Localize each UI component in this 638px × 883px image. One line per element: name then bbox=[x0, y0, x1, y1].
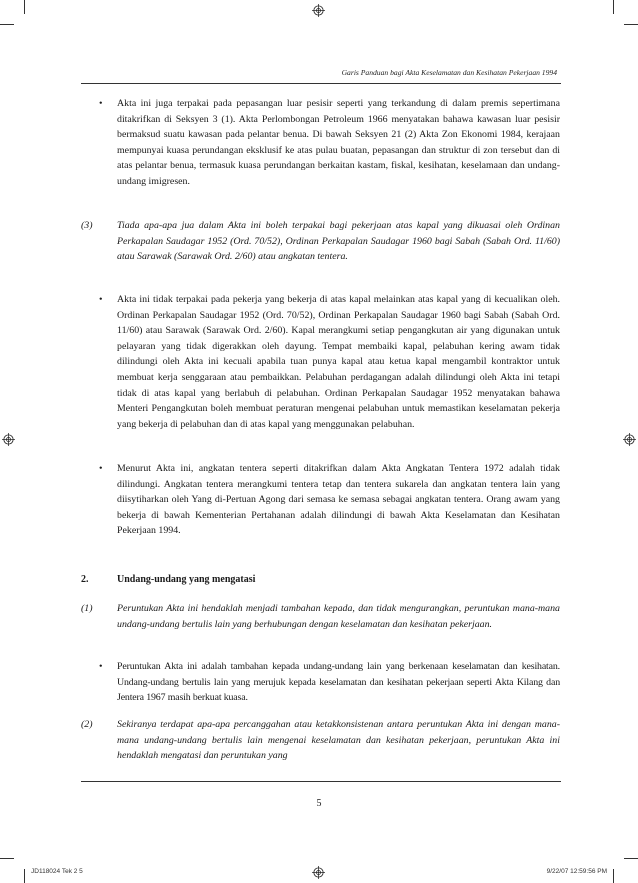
list-item bbox=[99, 461, 560, 539]
clause-number: (3) bbox=[81, 220, 93, 231]
bullet-icon: • bbox=[99, 463, 103, 474]
list-item bbox=[99, 292, 560, 432]
print-slug: JD118024 Tek 2 5 bbox=[31, 868, 83, 875]
clause-number: (2) bbox=[81, 719, 93, 730]
footer-rule bbox=[81, 781, 561, 782]
clause-2-1 bbox=[81, 601, 560, 632]
running-header: Garis Panduan bagi Akta Keselamatan dan Kesihatan Pekerjaan 1994 bbox=[341, 68, 557, 77]
crop-mark bbox=[24, 869, 25, 883]
bullet-icon: • bbox=[99, 661, 103, 672]
section-heading bbox=[81, 574, 255, 585]
crop-mark bbox=[0, 24, 14, 25]
list-item bbox=[99, 96, 560, 190]
section-title: Undang-undang yang mengatasi bbox=[117, 574, 256, 585]
registration-mark-icon bbox=[2, 433, 15, 446]
bullet-icon: • bbox=[99, 294, 103, 305]
crop-mark bbox=[0, 858, 14, 859]
registration-mark-icon bbox=[312, 4, 325, 17]
registration-mark-icon bbox=[312, 866, 325, 879]
crop-mark bbox=[613, 869, 614, 883]
bullet-text: Akta ini tidak terpakai pada pekerja yang bekerja di atas kapal melainkan atas kapal yang di kecualikan oleh. Ordinan Perkapalan Saudagar 1952 (Ord. 70/52), Ordinan Perkapalan Saudagar 1960 bagi Sabah (Sabah Ord. 11/60) atau Sarawak (Sarawak Ord. 2/60). Kapal merangkumi setiap pengangkutan air yang digunakan untuk pelayaran yang tidak digerakkan oleh dayung. Tempat membaiki kapal, pelabuhan kering awam tidak dilindungi oleh Akta ini kecuali apabila tuan punya kapal atau ketua kapal mengambil kontraktor untuk membuat kerja senggaraan atau pembaikkan. Pelabuhan perdagangan adalah dilindungi oleh Akta ini tetapi tidak di atas kapal yang berlabuh di pelabuhan. Ordinan Perkapalan Saudagar 1952 menyatakan bahawa Menteri Pengangkutan boleh membuat peraturan mengenai pelabuhan untuk memastikan keselamatan pekerja yang bekerja di pelabuhan dan di atas kapal yang menggunakan pelabuhan. bbox=[117, 294, 560, 430]
bullet-icon: • bbox=[99, 98, 103, 109]
bullet-text: Akta ini juga terpakai pada pepasangan luar pesisir seperti yang terkandung di dalam premis sepertimana ditakrifkan di Seksyen 3 (1). Akta Perlombongan Petroleum 1966 menyatakan bahawa kawasan luar pesisir bermaksud suatu kawasan pada pelantar benua. Di bawah Seksyen 21 (2) Akta Zon Ekonomi 1984, kerajaan mempunyai kuasa perundangan eksklusif ke atas pulau buatan, pepasangan dan struktur di zon tersebut dan di atas pelantar benua, termasuk kuasa perundangan berkaitan kastam, fiskal, kesihatan, keselamaan dan undang-undang imigresen. bbox=[117, 98, 560, 187]
page-number: 5 bbox=[316, 798, 322, 809]
crop-mark bbox=[624, 858, 638, 859]
crop-mark bbox=[24, 0, 25, 14]
registration-mark-icon bbox=[623, 433, 636, 446]
clause-text: Sekiranya terdapat apa-apa percanggahan atau ketakkonsistenan antara peruntukan Akta ini dengan mana-mana undang-undang bertulis lain mengenai keselamatan dan kesihatan pekerjaan, peruntukan Akta ini hendaklah mengatasi dan peruntukan yang bbox=[117, 719, 560, 762]
print-timestamp: 9/22/07 12:59:56 PM bbox=[546, 868, 607, 875]
clause-text: Peruntukan Akta ini hendaklah menjadi tambahan kepada, dan tidak mengurangkan, peruntukan mana-mana undang-undang bertulis lain yang berhubungan dengan keselamatan dan kesihatan pekerjaan. bbox=[117, 603, 560, 630]
header-rule bbox=[81, 83, 561, 84]
list-item bbox=[99, 659, 560, 706]
crop-mark bbox=[613, 0, 614, 14]
clause-2-2 bbox=[81, 717, 560, 764]
bullet-text: Menurut Akta ini, angkatan tentera seperti ditakrifkan dalam Akta Angkatan Tentera 1972 adalah tidak dilindungi. Angkatan tentera merangkumi tentera tetap dan tentera sukarela dan angkatan tentera lain yang diisytiharkan oleh Yang di-Pertuan Agong dari semasa ke semasa sebagai angkatan tentera. Orang awam yang bekerja di bawah Kementerian Pertahanan adalah dilindungi di bawah Akta Keselamatan dan Kesihatan Pekerjaan 1994. bbox=[117, 463, 560, 537]
clause-text: Tiada apa-apa jua dalam Akta ini boleh terpakai bagi pekerjaan atas kapal yang dikuasai oleh Ordinan Perkapalan Saudagar 1952 (Ord. 70/52), Ordinan Perkapalan Saudagar 1960 bagi Sabah (Sabah Ord. 11/60) atau Sarawak (Sarawak Ord. 2/60) atau angkatan tentera. bbox=[117, 220, 560, 263]
clause-3 bbox=[81, 218, 560, 265]
clause-number: (1) bbox=[81, 603, 93, 614]
bullet-text: Peruntukan Akta ini adalah tambahan kepada undang-undang lain yang berkenaan keselamatan dan kesihatan. Undang-undang bertulis lain yang merujuk kepada keselamatan dan kesihatan pekerjaan seperti Akta Kilang dan Jentera 1967 masih berkuat kuasa. bbox=[117, 661, 560, 704]
section-number: 2. bbox=[81, 574, 89, 585]
crop-mark bbox=[624, 24, 638, 25]
